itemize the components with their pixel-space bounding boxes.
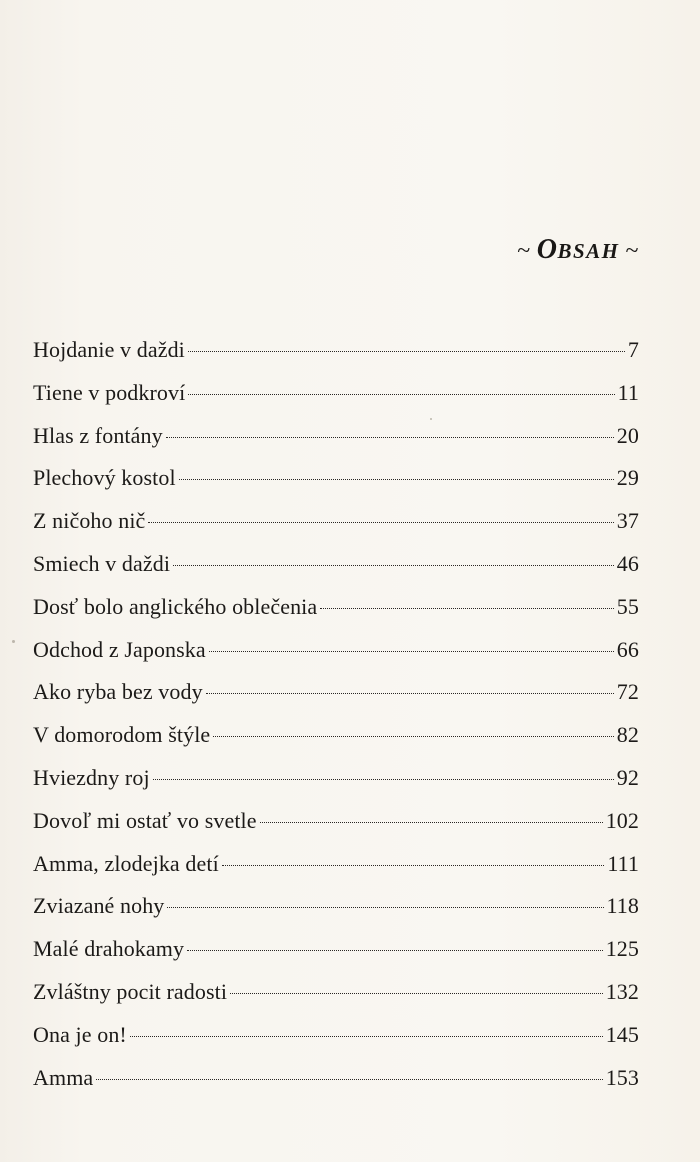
toc-entry-page: 153 <box>605 1064 639 1090</box>
toc-entry-page: 72 <box>616 679 639 705</box>
toc-entry-title: Dosť bolo anglického oblečenia <box>33 593 318 619</box>
toc-entry-page: 132 <box>605 978 639 1004</box>
toc-entry-title: Plechový kostol <box>33 465 176 491</box>
toc-entry-page: 46 <box>616 550 639 576</box>
paper-speck <box>430 418 432 420</box>
toc-entry-page: 118 <box>606 893 639 919</box>
heading-tilde-right: ~ <box>625 238 639 265</box>
dot-leader <box>222 865 605 866</box>
toc-entry-page: 66 <box>616 636 639 662</box>
heading-initial: O <box>536 234 558 265</box>
toc-entry-title: Smiech v daždi <box>33 550 171 576</box>
toc-entry <box>33 505 639 548</box>
toc-entry <box>33 548 639 591</box>
toc-entry-title: V domorodom štýle <box>33 722 211 748</box>
toc-entry <box>33 762 639 805</box>
toc-entry-title: Tiene v podkroví <box>33 379 186 405</box>
toc-entry-page: 37 <box>616 508 639 534</box>
dot-leader <box>148 522 613 523</box>
toc-entry-title: Amma <box>33 1064 94 1090</box>
toc-entry <box>33 805 639 848</box>
toc-entry-title: Ako ryba bez vody <box>33 679 203 705</box>
toc-entry <box>33 976 639 1019</box>
dot-leader <box>187 950 603 951</box>
toc-entry-title: Ona je on! <box>33 1021 127 1047</box>
toc-entry-page: 145 <box>605 1021 639 1047</box>
toc-entry <box>33 1019 639 1062</box>
toc-entry <box>33 719 639 762</box>
toc-entry <box>33 676 639 719</box>
toc-entry <box>33 377 639 420</box>
toc-entry-title: Zviazané nohy <box>33 893 165 919</box>
toc-entry-title: Dovoľ mi ostať vo svetle <box>33 807 257 833</box>
toc-entry-title: Z ničoho nič <box>33 508 146 534</box>
paper-speck <box>12 640 15 643</box>
toc-entry <box>33 933 639 976</box>
toc-entry-page: 11 <box>617 379 639 405</box>
heading-rest: BSAH <box>557 239 620 263</box>
toc-entry-title: Odchod z Japonska <box>33 636 206 662</box>
toc-entry <box>33 462 639 505</box>
dot-leader <box>209 651 614 652</box>
toc-entry-page: 82 <box>616 722 639 748</box>
toc-entry-title: Malé drahokamy <box>33 936 185 962</box>
dot-leader <box>260 822 603 823</box>
toc-entry-page: 92 <box>616 764 639 790</box>
dot-leader <box>153 779 614 780</box>
dot-leader <box>188 351 625 352</box>
toc-entry <box>33 634 639 677</box>
dot-leader <box>230 993 603 994</box>
dot-leader <box>206 693 614 694</box>
dot-leader <box>188 394 614 395</box>
table-of-contents <box>33 334 639 1104</box>
dot-leader <box>173 565 614 566</box>
toc-entry-page: 7 <box>627 337 639 362</box>
contents-heading <box>511 234 645 266</box>
dot-leader <box>166 437 614 438</box>
toc-entry-page: 20 <box>616 422 639 448</box>
dot-leader <box>213 736 614 737</box>
toc-entry-title: Hviezdny roj <box>33 764 150 790</box>
heading-tilde-left: ~ <box>517 238 531 265</box>
toc-entry-title: Hlas z fontány <box>33 422 163 448</box>
toc-entry-title: Zvláštny pocit radosti <box>33 978 228 1004</box>
toc-entry-title: Hojdanie v daždi <box>33 337 185 362</box>
toc-entry-page: 125 <box>605 936 639 962</box>
dot-leader <box>179 479 614 480</box>
toc-entry <box>33 1062 639 1105</box>
toc-entry <box>33 420 639 463</box>
toc-entry-title: Amma, zlodejka detí <box>33 850 219 876</box>
dot-leader <box>320 608 614 609</box>
dot-leader <box>96 1079 602 1080</box>
dot-leader <box>130 1036 603 1037</box>
toc-entry <box>33 890 639 933</box>
toc-entry-page: 102 <box>605 807 639 833</box>
toc-entry <box>33 591 639 634</box>
dot-leader <box>167 907 603 908</box>
toc-entry-page: 111 <box>607 850 639 876</box>
toc-entry-page: 55 <box>616 593 639 619</box>
toc-entry <box>33 848 639 891</box>
toc-entry <box>33 334 639 377</box>
toc-entry-page: 29 <box>616 465 639 491</box>
